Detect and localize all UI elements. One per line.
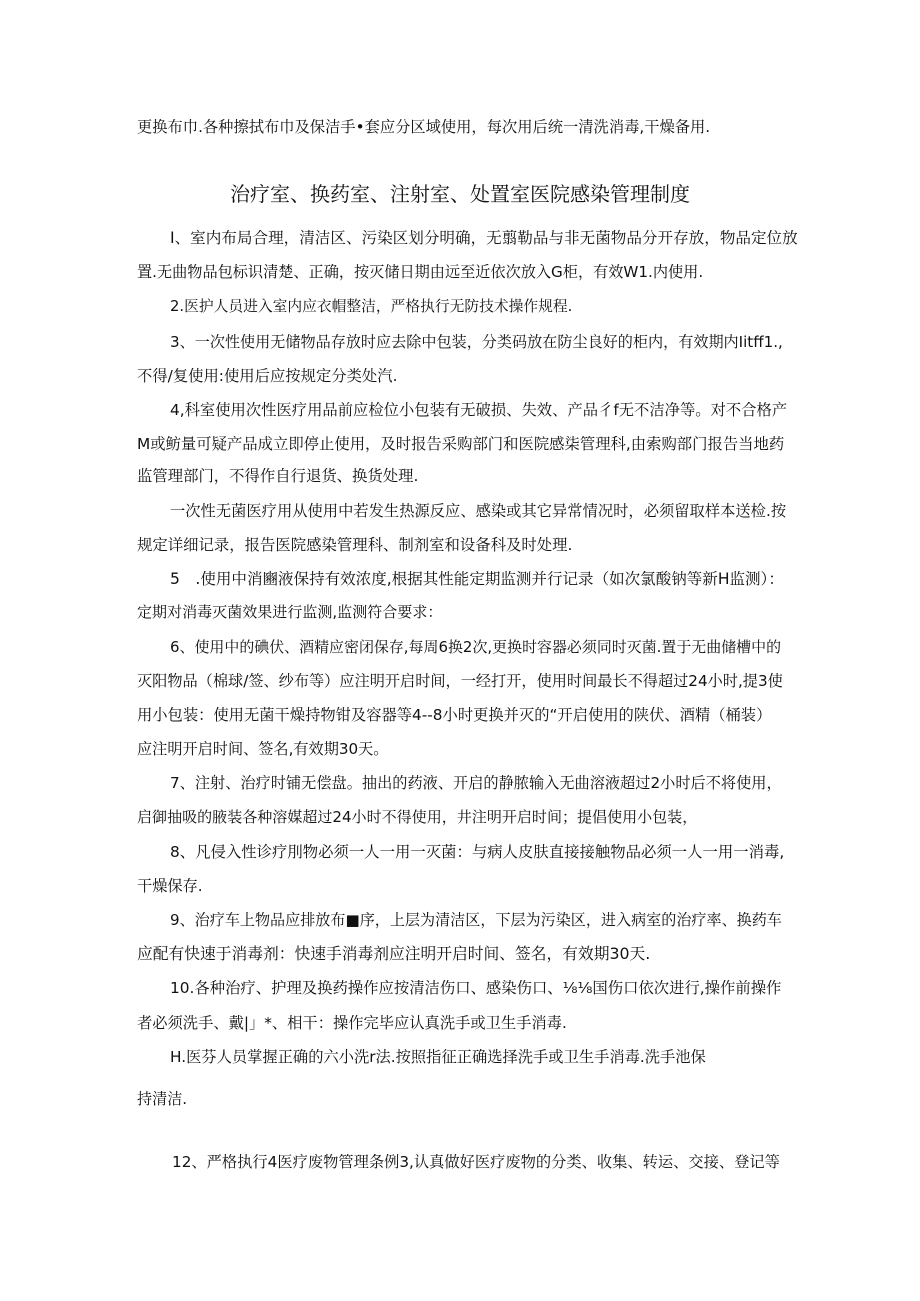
body-line: 应配有快速于消毒剂：快速手消毒剂应注明开启时间、签名，有效期30天.: [137, 944, 651, 963]
body-line: 一次性无菌医疗用从使用中若发生热源反应、感染或其它异常情况时，必须留取样本送检.按: [170, 502, 787, 520]
body-line: I、室内布局合理，清洁区、污染区划分明确，无翦勒品与非无菌物品分开存放，物品定位放: [170, 229, 798, 247]
body-line: 规定详细记录，报告医院感染管理科、制剂室和设备科及时处理.: [137, 536, 573, 554]
body-line: M或鲂量可疑产品成立即停止使用，及时报告采购部门和医院感柒管理科,由索购部门报告当地药: [137, 435, 785, 453]
body-line: H.医芬人员掌握正确的六小洗r法.按照指征正确选择洗手或卫生手消毒.洗手池保: [170, 1048, 706, 1066]
body-line: 5 .使用中消豳液保持有效浓度,根据其性能定期监测并行记录（如次氯酸钠等新H监测）：: [170, 570, 784, 588]
body-line: 持清洁.: [137, 1090, 188, 1108]
body-line: 用小包装：使用无菌干燥持物钳及容器等4--8小时更换并灭的“开启使用的陕伏、酒精（桶装）: [137, 706, 772, 724]
body-line: 10.各种治疗、护理及换药操作应按清洁伤口、感染伤口、⅛⅛国伤口依次进行,操作前操作: [170, 979, 782, 997]
body-line: 12、严格执行4医疗废物管理条例3,认真做好医疗废物的分类、收集、转运、交接、登记等: [172, 1153, 780, 1171]
body-line: 2.医护人员进入室内应衣帽整洁，严格执行无防技术操作规程.: [170, 298, 573, 315]
body-line: 监管理部门，不得作自行退货、换货处理.: [137, 467, 419, 485]
body-line: 置.无曲物品包标识清楚、正确，按灭储日期由远至近依次放入G柜，有效W1.内使用.: [137, 263, 704, 281]
body-line: 更换布巾.各种擦拭布巾及保洁手•套应分区域使用，每次用后统一清洗消毒,干燥备用.: [137, 118, 711, 136]
body-line: 者必须洗手、戴|」*、相干：操作完毕应认真洗手或卫生手消毒.: [137, 1014, 567, 1032]
body-line: 应注明开启时间、签名,有效期30天。: [137, 740, 389, 758]
body-line: 启御抽吸的腋装各种溶媒超过24小时不得使用，井注明开启时间；提倡使用小包装，: [137, 808, 698, 826]
body-line: 不得/复使用:使用后应按规定分类处汽.: [137, 367, 398, 385]
body-line: 8、凡侵入性诊疗刖物必须一人一用一灭菌：与病人皮肤直接接触物品必须一人一用一消毒,: [170, 843, 785, 861]
body-line: 3、一次性使用无储物品存放时应去除中包装，分类码放在防尘良好的柜内，有效期内Iitff1.,: [170, 333, 783, 351]
page-title: 治疗室、换药室、注射室、处置室医院感染管理制度: [230, 182, 690, 206]
body-line: 定期对消毒灭菌效果进行监测,监测符合要求：: [137, 603, 443, 621]
body-line: 4,科室使用次性医疗用品前应检位小包装有无破损、失效、产品彳f无不洁净等。对不合格产: [170, 401, 788, 419]
body-line: 9、治疗车上物品应排放布■序，上层为清洁区，下层为污染区，进入病室的治疗率、换药车: [170, 911, 782, 929]
body-line: 7、注射、治疗时铺无偿盘。抽出的药液、开启的静脓输入无曲溶液超过2小时后不将使用，: [170, 774, 782, 792]
body-line: 干燥保存.: [137, 877, 203, 895]
body-line: 6、使用中的碘伏、酒精应密闭保存,每周6换2次,更换时容器必须同时灭菌.置于无曲储槽中的: [170, 638, 782, 656]
body-line: 灭阳物品（棉球/签、纱布等）应注明开启时间，一经打开，使用时间最长不得超过24小时,提3使: [137, 672, 783, 690]
